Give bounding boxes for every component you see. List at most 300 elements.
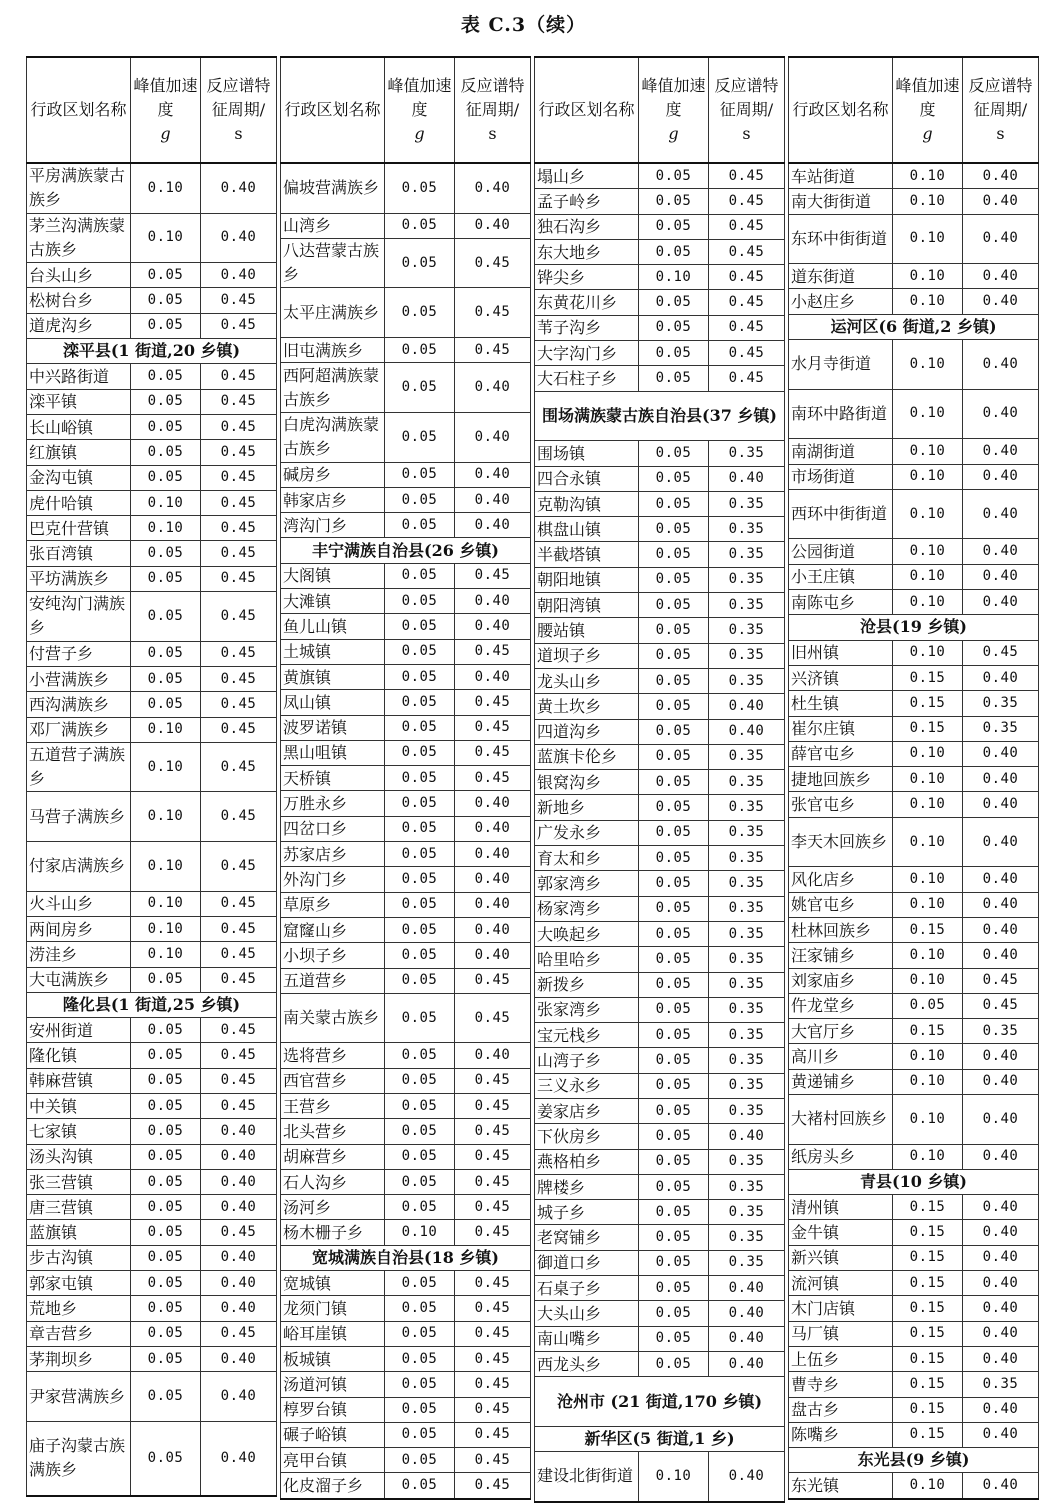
characteristic-period: 0.35: [709, 1048, 785, 1073]
peak-acceleration: 0.05: [131, 1220, 201, 1245]
peak-acceleration: 0.15: [893, 1271, 963, 1296]
characteristic-period: 0.40: [963, 867, 1039, 892]
section-row: [535, 391, 785, 441]
peak-acceleration: 0.05: [385, 1448, 455, 1473]
peak-acceleration: 0.05: [385, 892, 455, 917]
section-title: 运河区(6 街道,2 乡镇): [789, 314, 1039, 339]
characteristic-period: 0.35: [709, 871, 785, 896]
region-name: 姚官屯乡: [789, 892, 893, 917]
table-row: [27, 792, 277, 842]
region-name: 马营子满族乡: [27, 792, 131, 842]
table-row: [789, 792, 1039, 817]
peak-acceleration: 0.15: [893, 1245, 963, 1270]
region-name: 安州街道: [27, 1018, 131, 1043]
characteristic-period: 0.40: [709, 1301, 785, 1326]
region-name: 章吉营乡: [27, 1321, 131, 1346]
header-period: [201, 57, 277, 163]
peak-acceleration: 0.05: [385, 1397, 455, 1422]
region-name: 太平庄满族乡: [281, 288, 385, 338]
region-name: 杨家湾乡: [535, 896, 639, 921]
table-row: [535, 1452, 785, 1502]
header-name-label: 行政区划名称: [30, 100, 127, 119]
characteristic-period: 0.35: [709, 1174, 785, 1199]
characteristic-period: 0.40: [201, 1144, 277, 1169]
region-name: 市场街道: [789, 464, 893, 489]
section-row: [789, 615, 1039, 640]
peak-acceleration: 0.15: [893, 1019, 963, 1044]
region-name: 城子乡: [535, 1200, 639, 1225]
region-name: 西沟满族乡: [27, 692, 131, 717]
table-row: [789, 1094, 1039, 1144]
characteristic-period: 0.40: [455, 842, 531, 867]
region-name: 大字沟门乡: [535, 341, 639, 366]
peak-acceleration: 0.05: [131, 440, 201, 465]
table-row: [27, 1093, 277, 1118]
region-name: 李天木回族乡: [789, 817, 893, 867]
characteristic-period: 0.40: [963, 817, 1039, 867]
table-header-row: [789, 57, 1039, 163]
table-row: [535, 517, 785, 542]
region-name: 道坝子乡: [535, 643, 639, 668]
characteristic-period: 0.45: [455, 766, 531, 791]
characteristic-period: 0.45: [201, 566, 277, 591]
header-period: [963, 57, 1039, 163]
peak-acceleration: 0.10: [131, 942, 201, 967]
peak-acceleration: 0.05: [639, 1149, 709, 1174]
region-name: 张三营镇: [27, 1169, 131, 1194]
table-row: [27, 364, 277, 389]
peak-acceleration: 0.05: [385, 1093, 455, 1118]
table-row: [281, 1296, 531, 1321]
peak-acceleration: 0.10: [893, 1094, 963, 1144]
region-name: 姜家店乡: [535, 1098, 639, 1123]
header-pga-label: 峰值加速度: [641, 76, 706, 119]
peak-acceleration: 0.05: [639, 239, 709, 264]
region-name: 龙须门镇: [281, 1296, 385, 1321]
region-name: 金牛镇: [789, 1220, 893, 1245]
peak-acceleration: 0.05: [131, 364, 201, 389]
characteristic-period: 0.35: [709, 896, 785, 921]
peak-acceleration: 0.05: [639, 896, 709, 921]
characteristic-period: 0.35: [963, 1019, 1039, 1044]
table-row: [281, 1169, 531, 1194]
table-row: [27, 465, 277, 490]
section-row: [27, 992, 277, 1017]
characteristic-period: 0.40: [201, 1421, 277, 1495]
table-row: [789, 189, 1039, 214]
characteristic-period: 0.40: [709, 1351, 785, 1376]
characteristic-period: 0.45: [455, 1448, 531, 1473]
table-row: [281, 993, 531, 1043]
peak-acceleration: 0.05: [639, 491, 709, 516]
peak-acceleration: 0.10: [893, 867, 963, 892]
characteristic-period: 0.45: [709, 214, 785, 239]
table-row: [27, 1195, 277, 1220]
region-name: 大阁镇: [281, 563, 385, 588]
characteristic-period: 0.40: [455, 513, 531, 538]
region-name: 汤河乡: [281, 1195, 385, 1220]
region-name: 建设北街街道: [535, 1452, 639, 1502]
characteristic-period: 0.40: [709, 719, 785, 744]
peak-acceleration: 0.05: [385, 791, 455, 816]
region-name: 山湾子乡: [535, 1048, 639, 1073]
characteristic-period: 0.40: [455, 867, 531, 892]
characteristic-period: 0.35: [963, 1372, 1039, 1397]
region-name: 万胜永乡: [281, 791, 385, 816]
peak-acceleration: 0.05: [639, 366, 709, 391]
region-name: 孟子岭乡: [535, 189, 639, 214]
characteristic-period: 0.40: [455, 917, 531, 942]
table-row: [27, 566, 277, 591]
table-row: [281, 363, 531, 413]
peak-acceleration: 0.05: [639, 719, 709, 744]
header-pga: [893, 57, 963, 163]
table-row: [789, 564, 1039, 589]
table-row: [789, 1422, 1039, 1447]
table-row: [535, 997, 785, 1022]
characteristic-period: 0.45: [455, 1473, 531, 1499]
section-row: [789, 314, 1039, 339]
table-row: [535, 1301, 785, 1326]
table-row: [789, 1195, 1039, 1220]
characteristic-period: 0.45: [709, 366, 785, 391]
peak-acceleration: 0.15: [893, 1220, 963, 1245]
region-name: 大石柱子乡: [535, 366, 639, 391]
section-title: 滦平县(1 街道,20 乡镇): [27, 339, 277, 364]
characteristic-period: 0.40: [963, 264, 1039, 289]
peak-acceleration: 0.05: [385, 715, 455, 740]
characteristic-period: 0.35: [709, 542, 785, 567]
peak-acceleration: 0.05: [131, 641, 201, 666]
peak-acceleration: 0.05: [385, 513, 455, 538]
region-name: 仵龙堂乡: [789, 993, 893, 1018]
table-row: [27, 1018, 277, 1043]
peak-acceleration: 0.05: [131, 414, 201, 439]
header-period: [709, 57, 785, 163]
region-name: 塌山乡: [535, 163, 639, 189]
table-row: [281, 614, 531, 639]
table-row: [281, 867, 531, 892]
table-row: [27, 1346, 277, 1371]
region-name: 杨木栅子乡: [281, 1220, 385, 1245]
peak-acceleration: 0.05: [131, 1372, 201, 1422]
region-name: 汤头沟镇: [27, 1144, 131, 1169]
region-name: 大官厅乡: [789, 1019, 893, 1044]
characteristic-period: 0.35: [709, 947, 785, 972]
peak-acceleration: 0.10: [893, 968, 963, 993]
characteristic-period: 0.40: [963, 564, 1039, 589]
characteristic-period: 0.40: [963, 464, 1039, 489]
peak-acceleration: 0.05: [639, 947, 709, 972]
region-name: 独石沟乡: [535, 214, 639, 239]
characteristic-period: 0.35: [709, 744, 785, 769]
table-row: [789, 439, 1039, 464]
peak-acceleration: 0.05: [639, 567, 709, 592]
characteristic-period: 0.40: [963, 1245, 1039, 1270]
characteristic-period: 0.40: [455, 487, 531, 512]
characteristic-period: 0.45: [709, 315, 785, 340]
characteristic-period: 0.45: [455, 639, 531, 664]
peak-acceleration: 0.10: [893, 817, 963, 867]
region-name: 台头山乡: [27, 263, 131, 288]
table-row: [789, 539, 1039, 564]
characteristic-period: 0.40: [709, 1326, 785, 1351]
peak-acceleration: 0.05: [385, 563, 455, 588]
table-row: [27, 1296, 277, 1321]
peak-acceleration: 0.05: [385, 363, 455, 413]
table-row: [789, 1296, 1039, 1321]
table-row: [789, 892, 1039, 917]
region-name: 黄递铺乡: [789, 1069, 893, 1094]
characteristic-period: 0.40: [201, 1169, 277, 1194]
characteristic-period: 0.40: [963, 539, 1039, 564]
table-row: [281, 1119, 531, 1144]
peak-acceleration: 0.15: [893, 1195, 963, 1220]
peak-acceleration: 0.05: [385, 867, 455, 892]
characteristic-period: 0.45: [455, 1321, 531, 1346]
peak-acceleration: 0.05: [385, 238, 455, 288]
header-name: [535, 57, 639, 163]
peak-acceleration: 0.05: [131, 592, 201, 642]
table-row: [789, 993, 1039, 1018]
characteristic-period: 0.45: [455, 1346, 531, 1371]
peak-acceleration: 0.05: [385, 1473, 455, 1499]
peak-acceleration: 0.05: [385, 1321, 455, 1346]
table-row: [27, 440, 277, 465]
region-name: 金沟屯镇: [27, 465, 131, 490]
characteristic-period: 0.40: [963, 943, 1039, 968]
characteristic-period: 0.35: [709, 846, 785, 871]
table-row: [281, 639, 531, 664]
region-name: 五道营子满族乡: [27, 742, 131, 792]
peak-acceleration: 0.05: [639, 593, 709, 618]
section-row: [281, 538, 531, 563]
table-row: [535, 846, 785, 871]
region-name: 西阿超满族蒙古族乡: [281, 363, 385, 413]
region-name: 韩家店乡: [281, 487, 385, 512]
characteristic-period: 0.35: [709, 972, 785, 997]
characteristic-period: 0.45: [201, 842, 277, 892]
region-name: 郭家屯镇: [27, 1271, 131, 1296]
peak-acceleration: 0.05: [639, 542, 709, 567]
table-row: [535, 744, 785, 769]
table-header-row: [27, 57, 277, 163]
peak-acceleration: 0.10: [131, 490, 201, 515]
table-row: [535, 315, 785, 340]
section-row: [27, 339, 277, 364]
characteristic-period: 0.45: [455, 1271, 531, 1296]
characteristic-period: 0.40: [963, 1296, 1039, 1321]
characteristic-period: 0.45: [709, 189, 785, 214]
region-name: 老窝铺乡: [535, 1225, 639, 1250]
table-row: [535, 341, 785, 366]
region-name: 平坊满族乡: [27, 566, 131, 591]
peak-acceleration: 0.05: [639, 1174, 709, 1199]
peak-acceleration: 0.10: [893, 489, 963, 539]
table-row: [535, 820, 785, 845]
region-name: 旧屯满族乡: [281, 338, 385, 363]
characteristic-period: 0.40: [963, 1422, 1039, 1447]
peak-acceleration: 0.05: [639, 1225, 709, 1250]
peak-acceleration: 0.10: [893, 590, 963, 615]
section-row: [281, 1245, 531, 1270]
characteristic-period: 0.45: [709, 341, 785, 366]
characteristic-period: 0.45: [201, 490, 277, 515]
table-row: [535, 972, 785, 997]
peak-acceleration: 0.10: [893, 1473, 963, 1499]
table-row: [535, 1200, 785, 1225]
region-name: 化皮溜子乡: [281, 1473, 385, 1499]
characteristic-period: 0.40: [963, 189, 1039, 214]
region-name: 王营乡: [281, 1093, 385, 1118]
header-pga: [385, 57, 455, 163]
section-row: [789, 1169, 1039, 1194]
table-row: [535, 694, 785, 719]
characteristic-period: 0.35: [709, 643, 785, 668]
peak-acceleration: 0.10: [131, 742, 201, 792]
region-name: 唐三营镇: [27, 1195, 131, 1220]
region-name: 道虎沟乡: [27, 313, 131, 338]
region-name: 隆化镇: [27, 1043, 131, 1068]
characteristic-period: 0.45: [201, 742, 277, 792]
characteristic-period: 0.40: [455, 589, 531, 614]
peak-acceleration: 0.15: [893, 691, 963, 716]
region-name: 宝元栈乡: [535, 1023, 639, 1048]
characteristic-period: 0.40: [201, 1119, 277, 1144]
characteristic-period: 0.35: [709, 1200, 785, 1225]
table-row: [789, 817, 1039, 867]
table-row: [281, 892, 531, 917]
characteristic-period: 0.40: [963, 665, 1039, 690]
table-row: [281, 1144, 531, 1169]
region-name: 碾子峪镇: [281, 1422, 385, 1447]
peak-acceleration: 0.05: [131, 1245, 201, 1270]
characteristic-period: 0.45: [709, 163, 785, 189]
header-period-label: 反应谱特征周期/: [460, 76, 525, 119]
table-row: [535, 719, 785, 744]
table-row: [535, 1098, 785, 1123]
peak-acceleration: 0.05: [385, 1372, 455, 1397]
region-name: 东大地乡: [535, 239, 639, 264]
characteristic-period: 0.40: [963, 590, 1039, 615]
peak-acceleration: 0.15: [893, 665, 963, 690]
peak-acceleration: 0.05: [385, 412, 455, 462]
characteristic-period: 0.45: [201, 1018, 277, 1043]
characteristic-period: 0.40: [201, 1296, 277, 1321]
peak-acceleration: 0.05: [385, 1043, 455, 1068]
header-name-label: 行政区划名称: [792, 100, 889, 119]
table-row: [535, 1174, 785, 1199]
peak-acceleration: 0.15: [893, 1321, 963, 1346]
table-row: [281, 1346, 531, 1371]
characteristic-period: 0.45: [201, 288, 277, 313]
region-name: 刘家庙乡: [789, 968, 893, 993]
region-name: 凤山镇: [281, 690, 385, 715]
table-row: [535, 214, 785, 239]
section-row: [535, 1377, 785, 1427]
table-row: [27, 1372, 277, 1422]
table-row: [281, 213, 531, 238]
peak-acceleration: 0.15: [893, 1372, 963, 1397]
table-row: [535, 1326, 785, 1351]
header-pga: [131, 57, 201, 163]
table-row: [789, 1271, 1039, 1296]
characteristic-period: 0.40: [455, 412, 531, 462]
table-row: [789, 489, 1039, 539]
table-row: [27, 666, 277, 691]
region-name: 中关镇: [27, 1093, 131, 1118]
peak-acceleration: 0.10: [131, 792, 201, 842]
table-row: [27, 967, 277, 992]
table-row: [281, 338, 531, 363]
header-period-label: 反应谱特征周期/: [968, 76, 1033, 119]
table-row: [789, 767, 1039, 792]
region-name: 小坝子乡: [281, 943, 385, 968]
table-row: [535, 366, 785, 391]
characteristic-period: 0.45: [201, 1043, 277, 1068]
peak-acceleration: 0.10: [893, 640, 963, 665]
peak-acceleration: 0.05: [385, 1119, 455, 1144]
table-row: [789, 741, 1039, 766]
characteristic-period: 0.40: [963, 1094, 1039, 1144]
peak-acceleration: 0.15: [893, 1346, 963, 1371]
characteristic-period: 0.40: [963, 389, 1039, 439]
peak-acceleration: 0.05: [639, 1073, 709, 1098]
characteristic-period: 0.40: [963, 1220, 1039, 1245]
peak-acceleration: 0.05: [131, 1195, 201, 1220]
peak-acceleration: 0.10: [131, 916, 201, 941]
table-row: [789, 1397, 1039, 1422]
characteristic-period: 0.45: [201, 465, 277, 490]
region-name: 苏家店乡: [281, 842, 385, 867]
region-name: 流河镇: [789, 1271, 893, 1296]
table-row: [27, 1068, 277, 1093]
table-row: [789, 289, 1039, 314]
region-name: 五道营乡: [281, 968, 385, 993]
characteristic-period: 0.40: [455, 1043, 531, 1068]
peak-acceleration: 0.05: [639, 341, 709, 366]
peak-acceleration: 0.05: [385, 943, 455, 968]
region-name: 捷地回族乡: [789, 767, 893, 792]
region-name: 南关蒙古族乡: [281, 993, 385, 1043]
table-row: [281, 766, 531, 791]
peak-acceleration: 0.05: [385, 462, 455, 487]
characteristic-period: 0.35: [709, 441, 785, 466]
region-name: 八达营蒙古族乡: [281, 238, 385, 288]
peak-acceleration: 0.05: [385, 766, 455, 791]
characteristic-period: 0.45: [963, 968, 1039, 993]
header-pga: [639, 57, 709, 163]
peak-acceleration: 0.05: [131, 1043, 201, 1068]
region-name: 亮甲台镇: [281, 1448, 385, 1473]
table-row: [789, 464, 1039, 489]
peak-acceleration: 0.05: [639, 744, 709, 769]
table-row: [281, 1422, 531, 1447]
region-name: 高川乡: [789, 1044, 893, 1069]
region-name: 偏坡营满族乡: [281, 163, 385, 213]
peak-acceleration: 0.10: [893, 564, 963, 589]
characteristic-period: 0.45: [963, 993, 1039, 1018]
characteristic-period: 0.45: [455, 740, 531, 765]
region-name: 水月寺街道: [789, 340, 893, 390]
table-row: [281, 690, 531, 715]
region-name: 大唤起乡: [535, 921, 639, 946]
peak-acceleration: 0.05: [131, 1144, 201, 1169]
table-row: [281, 1372, 531, 1397]
characteristic-period: 0.40: [963, 1397, 1039, 1422]
region-name: 茅兰沟满族蒙古族乡: [27, 213, 131, 263]
region-name: 半截塔镇: [535, 542, 639, 567]
